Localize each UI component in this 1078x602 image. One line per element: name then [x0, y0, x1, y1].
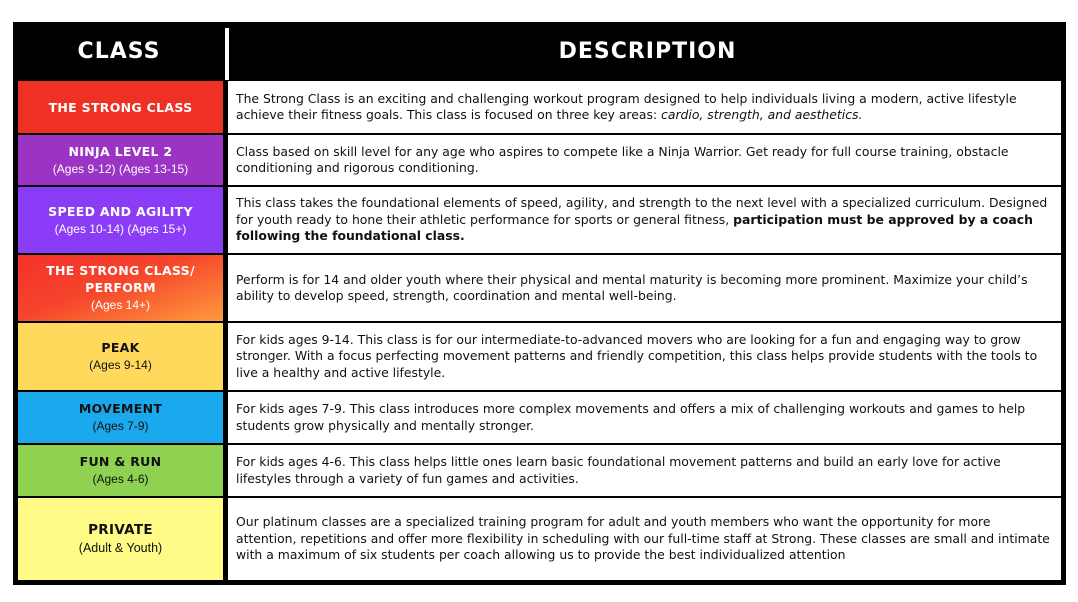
description-italic: cardio, strength, and aesthetics.	[661, 107, 863, 122]
class-name: PRIVATE	[88, 521, 153, 538]
class-cell-ninja	[18, 135, 223, 185]
class-column-header	[13, 22, 225, 80]
class-cell-peak	[18, 323, 223, 390]
table-row-private	[18, 498, 1061, 580]
table-row-strong-class	[18, 81, 1061, 133]
description-cell-speed	[228, 187, 1061, 253]
class-cell-strong	[18, 81, 223, 133]
class-cell-movement	[18, 392, 223, 443]
table-row-movement	[18, 392, 1061, 443]
description-text: The Strong Class is an exciting and challenging workout program designed to help individuals living a modern, active lifestyle achieve their fitness goals. This class is focused on three key areas: cardio, strength, and aesthetics.	[236, 90, 1017, 122]
description-cell-private	[228, 498, 1061, 580]
description-text: Our platinum classes are a specialized training program for adult and youth members who want the opportunity for more attention, repetitions and offer more flexibility in scheduling with our full-time staff at Strong. These classes are small and intimate with a maximum of six students per coach allowing us to provide the best individualized attention	[236, 514, 1050, 563]
class-name: NINJA LEVEL 2	[68, 143, 173, 159]
class-ages: (Ages 9-14)	[89, 358, 152, 372]
description-cell-funrun	[228, 445, 1061, 496]
class-name: THE STRONG CLASS/	[46, 263, 195, 278]
class-ages: (Ages 4-6)	[92, 472, 149, 486]
description-text: For kids ages 4-6. This class helps little ones learn basic foundational movement patterns and build an early love for active lifestyles through a variety of fun games and activities.	[236, 454, 1001, 486]
class-ages: (Ages 9-12) (Ages 13-15)	[52, 161, 189, 176]
table-row-speed-agility	[18, 187, 1061, 253]
table-row-peak	[18, 323, 1061, 390]
description-text: For kids ages 7-9. This class introduces more complex movements and offers a mix of challenging workouts and games to help students grow physically and mentally stronger.	[236, 401, 1026, 433]
class-name: PEAK	[101, 340, 140, 355]
class-table	[13, 22, 1066, 585]
class-name: MOVEMENT	[78, 401, 163, 416]
description-cell-ninja	[228, 135, 1061, 185]
table-row-perform	[18, 255, 1061, 321]
class-cell-private	[18, 498, 223, 580]
class-cell-funrun	[18, 445, 223, 496]
description-bold: participation must be approved by a coach following the foundational class.	[236, 211, 1033, 244]
class-name-line2: PERFORM	[85, 280, 156, 295]
class-name: SPEED AND AGILITY	[48, 203, 193, 219]
class-header-label: CLASS	[77, 38, 161, 64]
description-cell-strong	[228, 81, 1061, 133]
description-cell-peak	[228, 323, 1061, 390]
class-cell-perform	[18, 255, 223, 321]
class-cell-speed	[18, 187, 223, 253]
description-text: Class based on skill level for any age who aspires to compete like a Ninja Warrior. Get ready for full course training, obstacle conditioning and rigorous conditioning.	[236, 143, 1009, 175]
class-ages: (Ages 7-9)	[92, 419, 149, 433]
class-ages: (Adult & Youth)	[78, 540, 163, 555]
class-name: FUN & RUN	[79, 454, 162, 469]
description-header-label: DESCRIPTION	[558, 38, 737, 64]
class-name: THE STRONG CLASS	[48, 99, 193, 115]
description-text: This class takes the foundational elements of speed, agility, and strength to the next level with a specialized curriculum. Designed for youth ready to hone their athletic performance for sports or general fitness, participation must be approved by a coach following the foundational class.	[236, 195, 1048, 244]
description-cell-perform	[228, 255, 1061, 321]
table-row-ninja-level-2	[18, 135, 1061, 185]
table-row-fun-run	[18, 445, 1061, 496]
description-column-header	[229, 22, 1066, 80]
description-text: For kids ages 9-14. This class is for our intermediate-to-advanced movers who are looking for a fun and engaging way to grow stronger. With a focus perfecting movement patterns and friendly competition, this class helps provide students with the tools to live a healthy and active lifestyle.	[236, 331, 1038, 380]
class-ages: (Ages 10-14) (Ages 15+)	[54, 221, 187, 236]
description-cell-movement	[228, 392, 1061, 443]
class-ages: (Ages 14+)	[90, 298, 151, 312]
description-text: Perform is for 14 and older youth where their physical and mental maturity is becoming more prominent. Maximize your child’s ability to develop speed, strength, coordination and mental well-being.	[236, 271, 1028, 303]
